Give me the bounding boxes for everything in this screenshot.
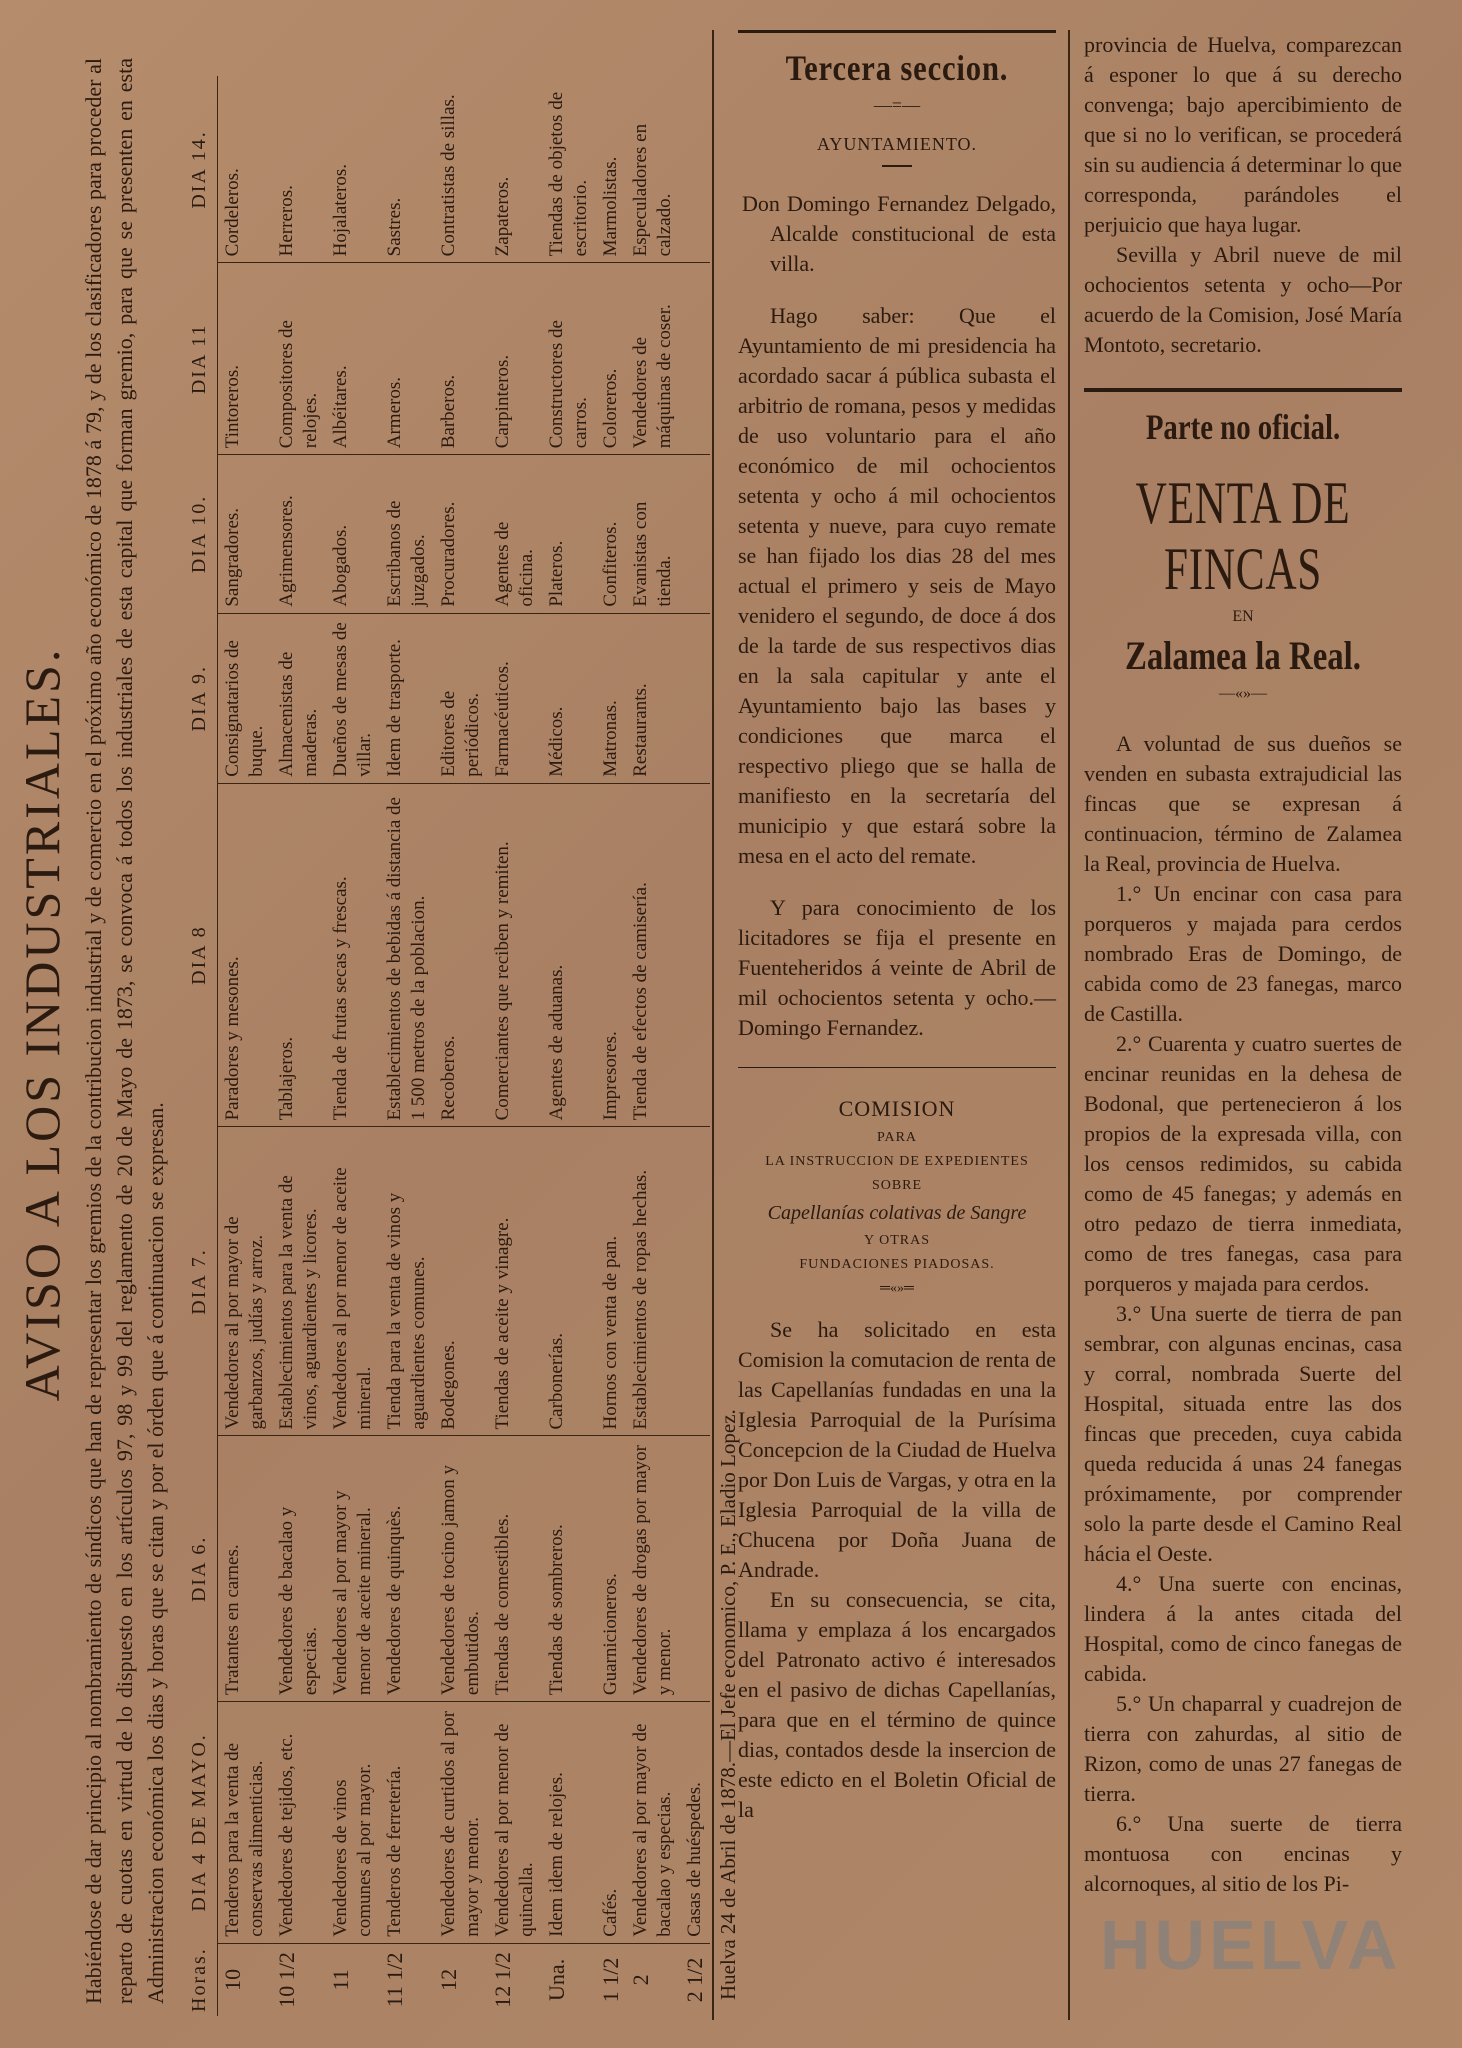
comision-para: PARA — [876, 1130, 918, 1145]
schedule-cell: Establecimientos de bebidas á distancia de 1 500 metros de la poblacion. — [380, 783, 434, 1127]
schedule-cell: Sastres. — [380, 76, 434, 263]
schedule-cell: Matronas. — [596, 613, 626, 783]
schedule-cell: Cafés. — [596, 1702, 626, 1944]
schedule-cell: Confiteros. — [596, 455, 626, 613]
ayuntamiento-heading: AYUNTAMIENTO. — [816, 134, 978, 154]
section-rule — [738, 1067, 1056, 1068]
schedule-cell: Idem idem de relojes. — [542, 1702, 596, 1944]
schedule-hour-cell: 2 1/2 — [682, 1957, 707, 2003]
schedule-cell: Armeros. — [380, 263, 434, 455]
top-rule — [738, 30, 1056, 33]
schedule-cell: Restaurants. — [626, 613, 680, 783]
aviso-rotated-block — [8, 24, 740, 2024]
schedule-cell: Vendedores de tejidos, etc. — [272, 1702, 326, 1944]
schedule-cell: Bodegones. — [434, 1127, 488, 1436]
schedule-cell: Compositores de relojes. — [272, 263, 326, 455]
schedule-cell: Tienda de efectos de camisería. — [626, 783, 680, 1127]
schedule-cell: Guarnicioneros. — [596, 1436, 626, 1702]
schedule-cell — [680, 263, 710, 455]
schedule-cell: Idem de trasporte. — [380, 613, 434, 783]
schedule-row — [272, 76, 326, 2016]
schedule-cell: Tenderos de ferretería. — [380, 1702, 434, 1944]
venta-title: VENTA DE FINCAS — [1135, 470, 1351, 602]
schedule-cell: Farmacéuticos. — [488, 613, 542, 783]
schedule-cell — [680, 455, 710, 613]
finca-4: 4.° Una suerte con encinas, lindera á la antes citada del Hospital, como de cinco fanegas de cabida. — [1084, 1571, 1402, 1686]
header-cell: DIA 8 — [181, 783, 218, 1127]
schedule-cell: Tenderos para la venta de conservas alimenticias. — [218, 1702, 273, 1944]
comision-sobre: SOBRE — [871, 1178, 923, 1193]
comision-continuation: provincia de Huelva, comparezcan á esponer lo que á su derecho convenga; bajo apercibimiento de que si no lo verifican, se procederá sin su audiencia á determinar lo que corresponda, parándoles el perjuicio que haya lugar. — [1084, 32, 1402, 237]
header-cell: DIA 7. — [181, 1127, 218, 1436]
schedule-cell: Tiendas de aceite y vinagre. — [488, 1127, 542, 1436]
schedule-hour-cell: 12 1/2 — [490, 1952, 515, 2008]
schedule-row — [626, 76, 680, 2016]
venta-en: EN — [1232, 608, 1254, 625]
parte-no-oficial-title: Parte no oficial. — [1145, 407, 1341, 447]
schedule-cell — [680, 783, 710, 1127]
short-rule — [882, 165, 912, 167]
schedule-cell: Vendedores al por mayor y menor de aceite mineral. — [326, 1436, 380, 1702]
aviso-title: AVISO A LOS INDUSTRIALES. — [14, 646, 70, 1402]
schedule-cell — [680, 76, 710, 263]
schedule-cell: Marmolistas. — [596, 76, 626, 263]
comision-para-1: Se ha solicitado en esta Comision la comutacion de renta de las Capellanías fundadas en una la Iglesia Parroquial de la Purísima Concepcion de la Ciudad de Huelva por Don Luis de Vargas, y otra en la Iglesia Parroquial de la villa de Chucena por Doña Juana de Andrade. — [738, 1317, 1056, 1582]
schedule-cell: Vendedores al por menor de quincalla. — [488, 1702, 542, 1944]
schedule-cell: Recoberos. — [434, 783, 488, 1127]
aviso-signature: Huelva 24 de Abril de 1878.—El Jefe economico, P. E., Eladio Lopez. — [716, 1409, 740, 2000]
schedule-table — [181, 76, 710, 2016]
finca-1: 1.° Un encinar con casa para porqueros y majada para cerdos nombrado Eras de Domingo, de cabida como de 23 fanegas, marco de Castilla. — [1084, 881, 1402, 1026]
tercera-para-1: Don Domingo Fernandez Delgado, Alcalde constitucional de esta villa. — [742, 191, 1056, 276]
right-column — [1084, 30, 1402, 1899]
schedule-hour-cell: 1 1/2 — [598, 1957, 623, 2003]
thick-rule — [1084, 388, 1402, 392]
schedule-row — [326, 76, 380, 2016]
header-cell: DIA 10. — [181, 455, 218, 613]
schedule-hour-cell: 11 — [328, 1969, 353, 1991]
schedule-cell: Vendedores de máquinas de coser. — [626, 263, 680, 455]
schedule-row — [488, 76, 542, 2016]
schedule-row — [380, 76, 434, 2016]
finca-3: 3.° Una suerte de tierra de pan sembrar, con algunas encinas, casa y corral, nombrada Suerte del Hospital, situada entre las dos fincas que preceden, cuya cabida queda reducida á unas 24 fanegas próximamente, por comprender solo la parte desde el Camino Real hácia el Oeste. — [1084, 1301, 1402, 1566]
schedule-cell — [680, 613, 710, 783]
schedule-cell: Vendedores al por mayor de garbanzos, judías y arroz. — [218, 1127, 273, 1436]
schedule-row — [218, 76, 273, 2016]
schedule-cell: Agentes de aduanas. — [542, 783, 596, 1127]
middle-column — [738, 30, 1056, 1825]
schedule-cell: Establecimientos para la venta de vinos, aguardientes y licores. — [272, 1127, 326, 1436]
schedule-cell: Tintoreros. — [218, 263, 273, 455]
comision-signature: Sevilla y Abril nueve de mil ochocientos setenta y ocho—Por acuerdo de la Comision, José María Montoto, secretario. — [1084, 242, 1402, 357]
finca-5: 5.° Un chaparral y cuadrejon de tierra con zahurdas, al sitio de Rizon, como de unas 27 fanegas de tierra. — [1084, 1691, 1402, 1806]
header-cell: DIA 6. — [181, 1436, 218, 1702]
schedule-cell: Cordeleros. — [218, 76, 273, 263]
finca-6: 6.° Una suerte de tierra montuosa con encinas y alcornoques, al sitio de los Pi- — [1084, 1811, 1402, 1896]
schedule-cell: Vendedores de quinquès. — [380, 1436, 434, 1702]
header-cell: DIA 4 DE MAYO. — [181, 1702, 218, 1944]
schedule-cell: Vendedores de curtidos al por mayor y menor. — [434, 1702, 488, 1944]
schedule-cell: Procuradores. — [434, 455, 488, 613]
comision-otras: Y OTRAS — [864, 1233, 930, 1248]
schedule-cell: Contratistas de sillas. — [434, 76, 488, 263]
schedule-cell: Tratantes en carnes. — [218, 1436, 273, 1702]
schedule-cell: Tiendas de comestibles. — [488, 1436, 542, 1702]
comision-capellanias: Capellanías colativas de Sangre — [767, 1202, 1027, 1224]
schedule-cell: Especuladores en calzado. — [626, 76, 680, 263]
schedule-row — [596, 76, 626, 2016]
schedule-cell: Sangradores. — [218, 455, 273, 613]
tercera-dash: —=— — [873, 95, 921, 115]
schedule-cell: Casas de huéspedes. — [680, 1702, 710, 1944]
schedule-row — [680, 76, 710, 2016]
schedule-cell: Hornos con venta de pan. — [596, 1127, 626, 1436]
schedule-cell: Evanistas con tienda. — [626, 455, 680, 613]
schedule-cell: Consignatarios de buque. — [218, 613, 273, 783]
schedule-cell: Tablajeros. — [272, 783, 326, 1127]
schedule-cell: Tienda de frutas secas y frescas. — [326, 783, 380, 1127]
tercera-para-3: Y para conocimiento de los licitadores se fija el presente en Fuenteheridos á veinte de Abril de mil ochocientos setenta y ocho.—Domingo Fernandez. — [738, 895, 1056, 1040]
aviso-intro: Habiéndose de dar principio al nombramiento de síndicos que han de representar los gremios de la contribucion industrial y de comercio en el próximo año económico de 1878 á 79, y de los clasificadores para proceder al reparto de cuotas en virtud de lo dispuesto en los artículos 97, 98 y 99 del reglamento de 20 de Mayo de 1873, se convoca á todos los industriales de esta capital que forman gremio, para que se presenten en esta Administracion económica los dias y horas que se citan y por el órden que á continuacion se expresan. — [81, 58, 168, 2004]
schedule-cell: Coloreros. — [596, 263, 626, 455]
schedule-cell: Barberos. — [434, 263, 488, 455]
schedule-hour-cell: 2 — [628, 1974, 653, 1986]
schedule-cell: Agentes de oficina. — [488, 455, 542, 613]
schedule-cell: Agrimensores. — [272, 455, 326, 613]
schedule-cell: Vendedores al por menor de aceite mineral. — [326, 1127, 380, 1436]
schedule-cell: Comerciantes que reciben y remiten. — [488, 783, 542, 1127]
venta-ornament: —«»— — [1219, 685, 1267, 702]
comision-fundaciones: FUNDACIONES PIADOSAS. — [799, 1257, 995, 1272]
venta-intro: A voluntad de sus dueños se venden en subasta extrajudicial las fincas que se expresan á continuacion, término de Zalamea la Real, provincia de Huelva. — [1084, 731, 1402, 876]
schedule-body — [218, 76, 711, 2016]
schedule-cell: Paradores y mesones. — [218, 783, 273, 1127]
schedule-cell: Carbonerías. — [542, 1127, 596, 1436]
comision-para-2: En su consecuencia, se cita, llama y emplaza á los encargados del Patronato activo é interesados en el pasivo de dichas Capellanías, para que en el término de quince dias, contados desde la insercion de este edicto en el Boletin Oficial de la — [738, 1587, 1056, 1822]
schedule-cell: Zapateros. — [488, 76, 542, 263]
schedule-cell: Vendedores de tocino jamon y embutidos. — [434, 1436, 488, 1702]
schedule-hour-cell: Una. — [544, 1958, 569, 2001]
schedule-cell: Tiendas de sombreros. — [542, 1436, 596, 1702]
schedule-cell: Constructores de carros. — [542, 263, 596, 455]
schedule-cell: Albéitares. — [326, 263, 380, 455]
header-cell: Horas. — [181, 1943, 218, 2016]
schedule-hour-cell: 11 1/2 — [382, 1952, 407, 2008]
schedule-cell — [680, 1127, 710, 1436]
schedule-cell: Plateros. — [542, 455, 596, 613]
header-cell: DIA 9. — [181, 613, 218, 783]
tercera-title: Tercera seccion. — [785, 48, 1009, 88]
schedule-row — [434, 76, 488, 2016]
schedule-hour-cell: 12 — [436, 1968, 461, 1991]
schedule-hour-cell: 10 1/2 — [274, 1952, 299, 2008]
finca-2: 2.° Cuarenta y cuatro suertes de encinar reunidas en la dehesa de Bodonal, que pertenecieron á los propios de la expresada villa, con los censos redimidos, su cabida como de 45 fanegas; y además en otro pedazo de tierra inmediata, como de tres fanegas, casa para porqueros y majada para cerdos. — [1084, 1031, 1402, 1296]
schedule-cell: Tienda para la venta de vinos y aguardientes comunes. — [380, 1127, 434, 1436]
schedule-cell: Herreros. — [272, 76, 326, 263]
schedule-cell: Vendedores de vinos comunes al por mayor. — [326, 1702, 380, 1944]
schedule-hour-cell: 10 — [220, 1968, 245, 1991]
schedule-cell: Vendedores de bacalao y especias. — [272, 1436, 326, 1702]
huelva-watermark: HUELVA — [1100, 1906, 1402, 1984]
schedule-cell: Hojalateros. — [326, 76, 380, 263]
column-divider — [712, 30, 714, 2020]
schedule-cell: Médicos. — [542, 613, 596, 783]
schedule-cell: Tiendas de objetos de escritorio. — [542, 76, 596, 263]
comision-title: COMISION — [838, 1096, 956, 1121]
schedule-cell: Editores de periódicos. — [434, 613, 488, 783]
schedule-cell: Carpinteros. — [488, 263, 542, 455]
schedule-cell: Escribanos de juzgados. — [380, 455, 434, 613]
comision-ornament: ═«»═ — [880, 1281, 914, 1296]
schedule-cell — [680, 1436, 710, 1702]
column-divider — [1068, 30, 1070, 2020]
tercera-para-2: Hago saber: Que el Ayuntamiento de mi presidencia ha acordado sacar á pública subasta el arbitrio de romana, pesos y medidas de uso voluntario para el año económico de mil ochocientos setenta y ocho á mil ochocientos setenta y nueve, para cuyo remate se han fijado los dias 28 del mes actual el primero y seis de Mayo venidero el segundo, de doce á dos de la tarde de sus respectivos dias en la sala capitular y ante el Ayuntamiento bajo las bases y condiciones que marca el respectivo pliego que se halla de manifiesto en la secretaría del municipio y que estará sobre la mesa en el acto del remate. — [738, 303, 1056, 868]
schedule-cell: Impresores. — [596, 783, 626, 1127]
header-cell: DIA 14. — [181, 76, 218, 263]
zalamea-title: Zalamea la Real. — [1125, 633, 1361, 678]
schedule-cell: Almacenistas de maderas. — [272, 613, 326, 783]
schedule-header-row — [181, 76, 218, 2016]
schedule-cell: Establecimientos de ropas hechas. — [626, 1127, 680, 1436]
schedule-cell: Abogados. — [326, 455, 380, 613]
schedule-cell: Vendedores al por mayor de bacalao y especias. — [626, 1702, 680, 1944]
comision-instruccion: LA INSTRUCCION DE EXPEDIENTES — [765, 1154, 1029, 1169]
schedule-cell: Vendedores de drogas por mayor y menor. — [626, 1436, 680, 1702]
schedule-cell: Dueños de mesas de villar. — [326, 613, 380, 783]
schedule-row — [542, 76, 596, 2016]
header-cell: DIA 11 — [181, 263, 218, 455]
